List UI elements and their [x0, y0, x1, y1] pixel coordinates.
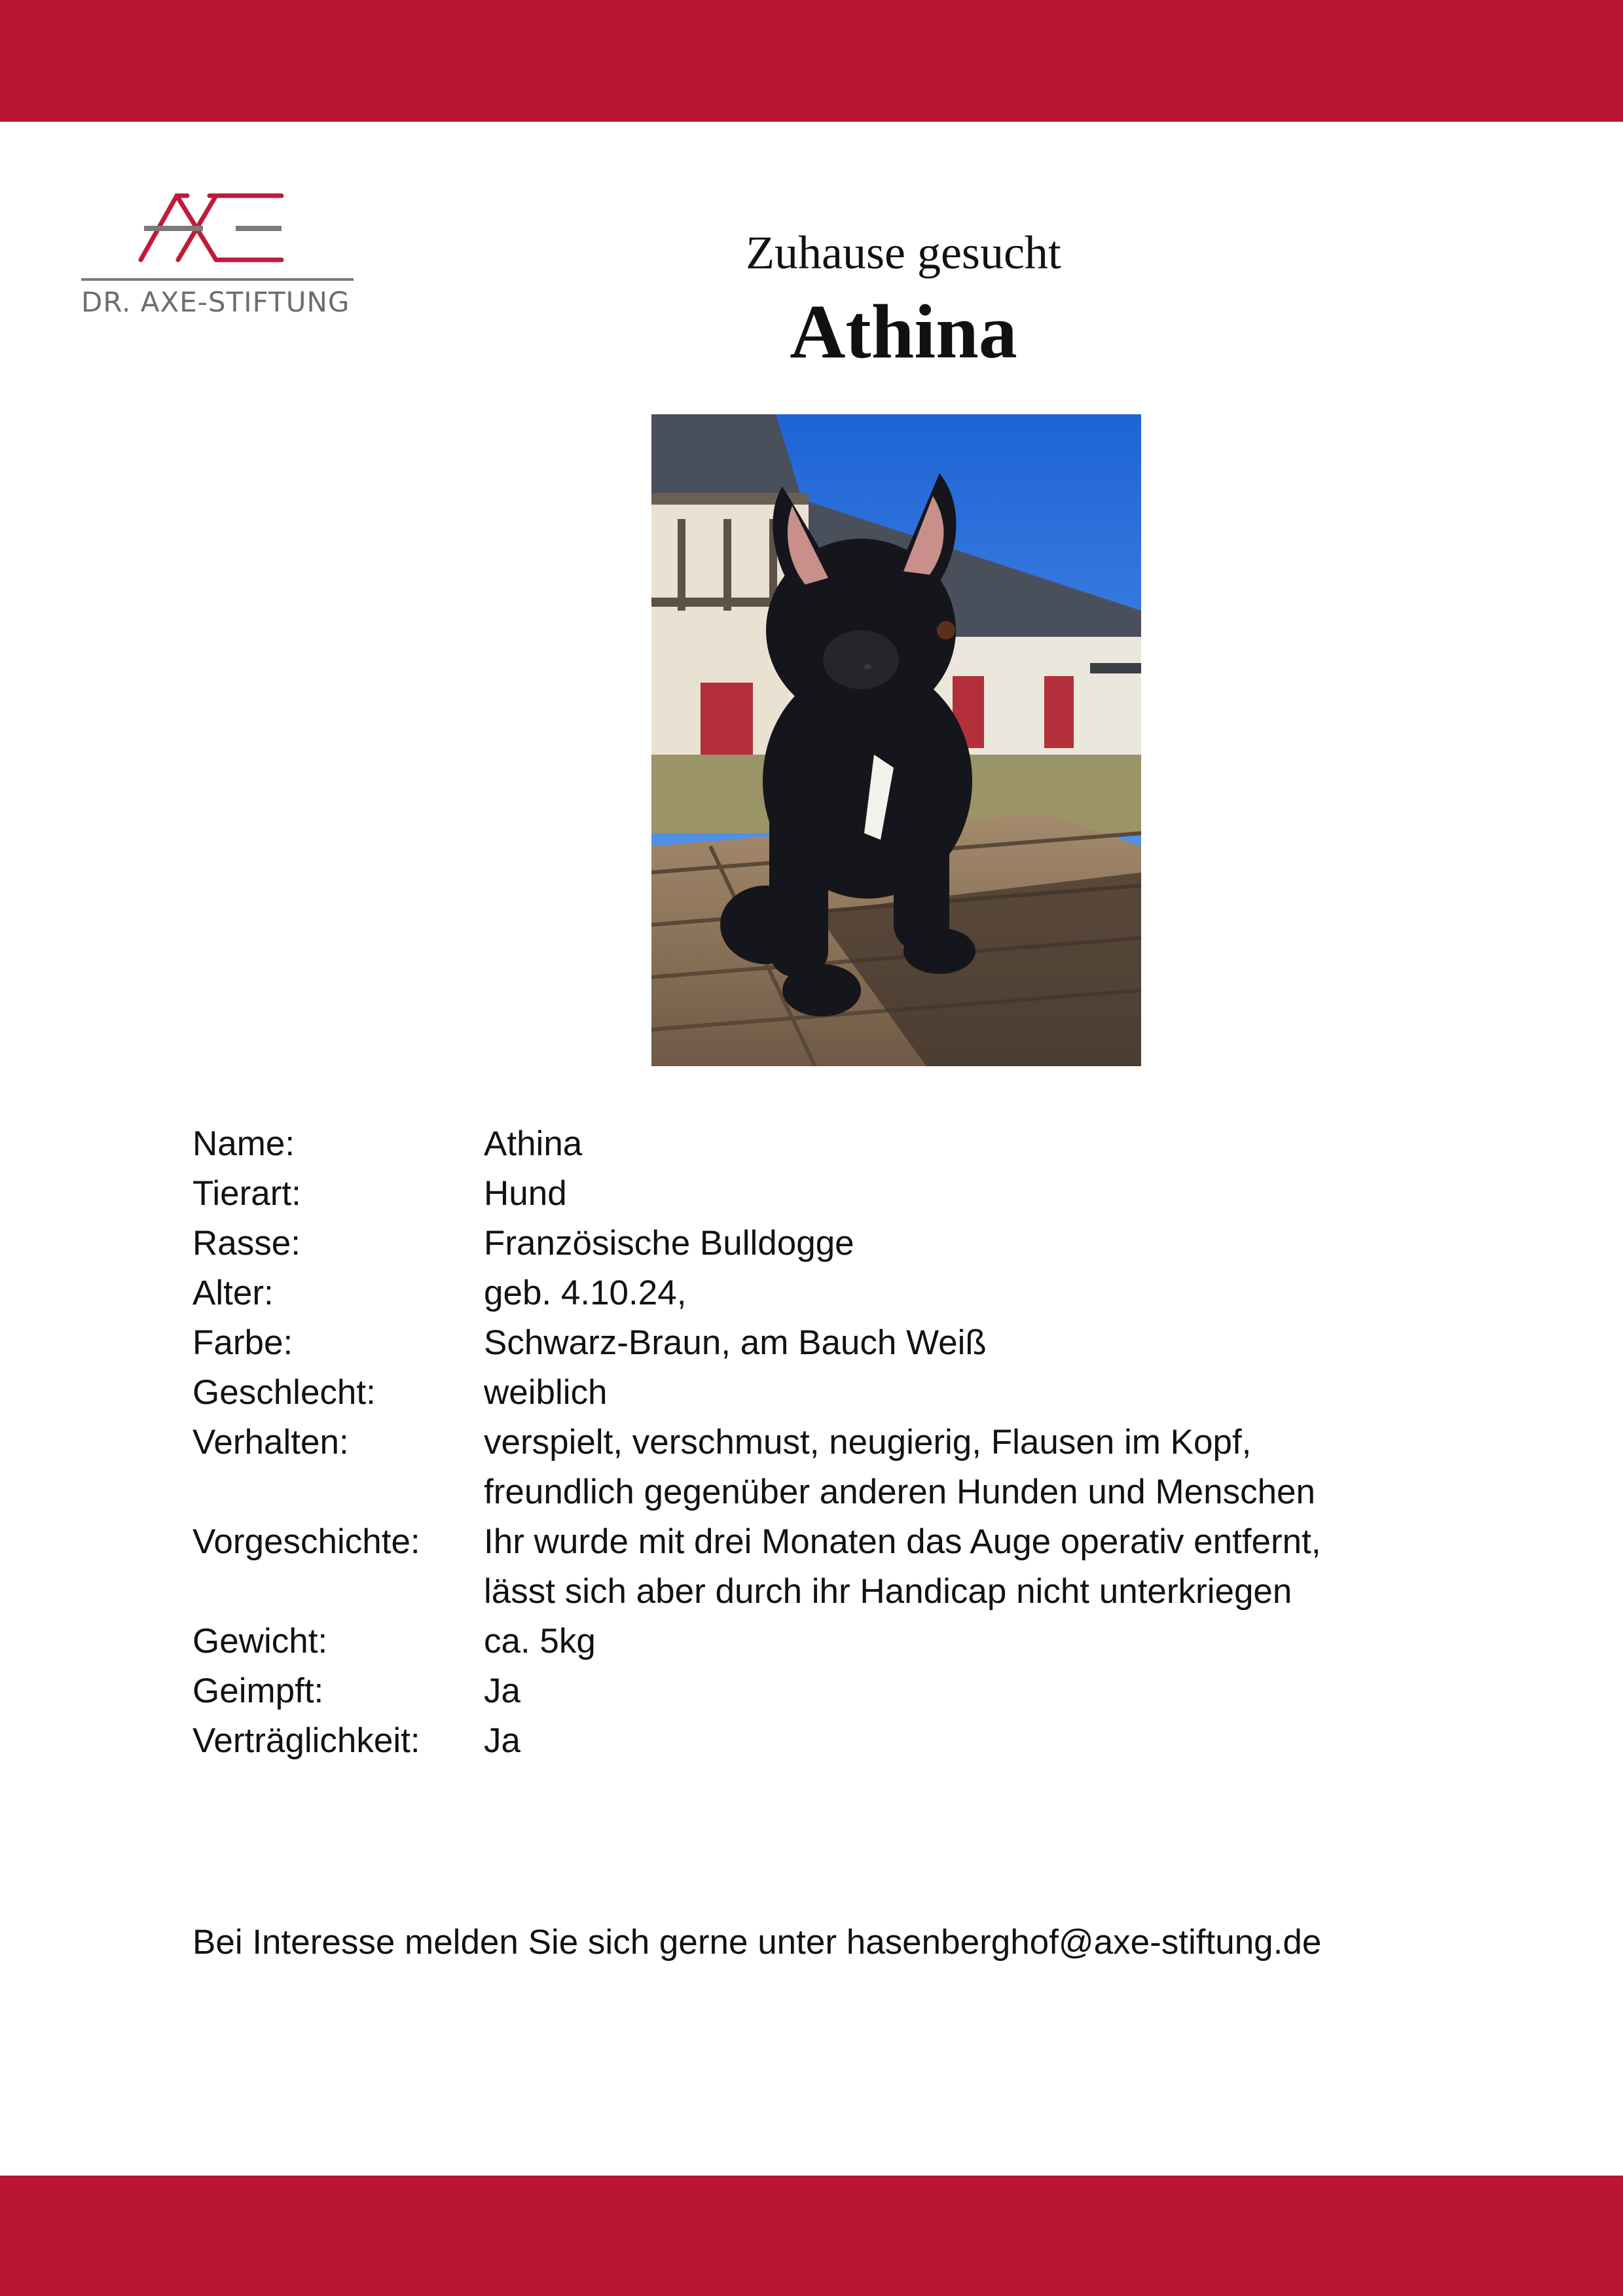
logo-text: DR. AXE-STIFTUNG: [81, 286, 350, 318]
detail-value: Athina: [484, 1124, 583, 1163]
detail-row-compatibility: [192, 1716, 1502, 1766]
detail-value: weiblich: [484, 1373, 608, 1412]
detail-value: Schwarz-Braun, am Bauch Weiß: [484, 1323, 987, 1362]
detail-row-species: [192, 1169, 1502, 1219]
detail-label: Verträglichkeit:: [192, 1721, 420, 1760]
detail-label: Geschlecht:: [192, 1373, 376, 1412]
detail-row-weight: [192, 1617, 1502, 1666]
detail-label: Farbe:: [192, 1323, 293, 1362]
detail-value: verspielt, verschmust, neugierig, Flausen im Kopf, freundlich gegenüber anderen Hunden und Menschen: [484, 1423, 1316, 1511]
detail-label: Rasse:: [192, 1224, 301, 1263]
detail-label: Verhalten:: [192, 1423, 349, 1462]
detail-row-color: [192, 1318, 1502, 1368]
dog-photo: [651, 414, 1141, 1066]
detail-row-vaccinated: [192, 1666, 1502, 1716]
page-subtitle: Zuhause gesucht: [746, 226, 1061, 279]
detail-row-breed: [192, 1219, 1502, 1268]
detail-row-age: [192, 1268, 1502, 1318]
page-title: Athina: [790, 289, 1017, 374]
detail-label: Alter:: [192, 1274, 274, 1312]
pet-details: [192, 1119, 1502, 1766]
detail-label: Name:: [192, 1124, 295, 1163]
detail-row-sex: [192, 1368, 1502, 1418]
detail-label: Geimpft:: [192, 1672, 324, 1710]
detail-value: Ja: [484, 1721, 520, 1760]
detail-row-history: [192, 1517, 1502, 1617]
detail-row-behavior: [192, 1418, 1502, 1517]
detail-value: Französische Bulldogge: [484, 1224, 854, 1263]
detail-value: Ihr wurde mit drei Monaten das Auge operativ entfernt, lässt sich aber durch ihr Handicap nicht unterkriegen: [484, 1522, 1321, 1611]
detail-value: Hund: [484, 1174, 567, 1213]
detail-label: Vorgeschichte:: [192, 1522, 420, 1561]
detail-label: Tierart:: [192, 1174, 301, 1213]
detail-label: Gewicht:: [192, 1622, 328, 1660]
bottom-color-band: [0, 2176, 1623, 2296]
detail-value: Ja: [484, 1672, 520, 1710]
top-color-band: [0, 0, 1623, 122]
axe-logo-icon: [79, 187, 360, 285]
contact-text: Bei Interesse melden Sie sich gerne unter hasenberghof@axe-stiftung.de: [192, 1923, 1322, 1962]
foundation-logo: [79, 187, 360, 324]
detail-row-name: [192, 1119, 1502, 1169]
detail-value: geb. 4.10.24,: [484, 1274, 687, 1312]
detail-value: ca. 5kg: [484, 1622, 596, 1660]
